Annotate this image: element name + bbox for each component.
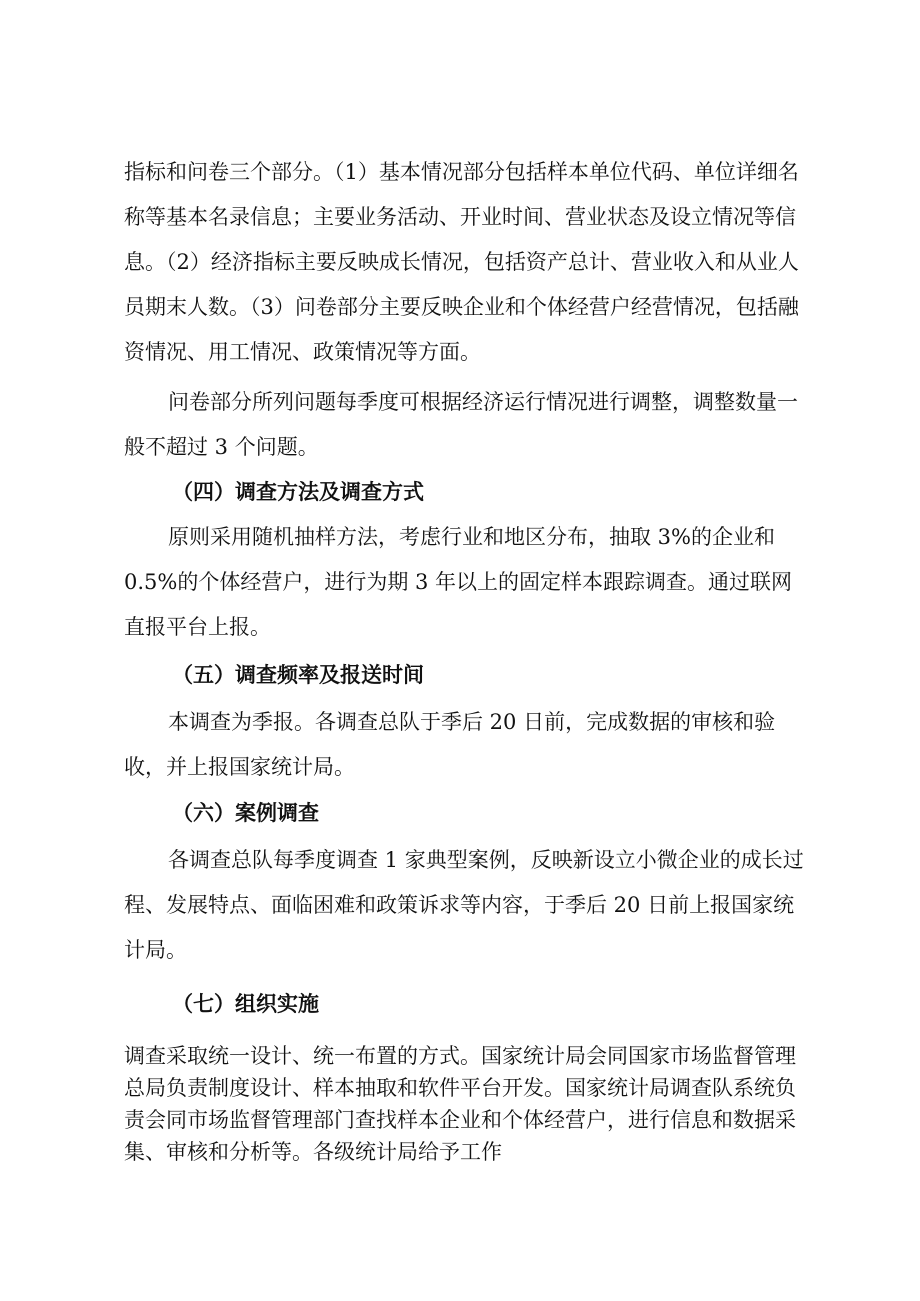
paragraph-text: 各调查总队每季度调查 1 家典型案例，反映新设立小微企业的成长过程、发展特点、面临困难和政策诉求等内容，于季后 20 日前上报国家统计局。: [124, 848, 804, 962]
paragraph-text: 问卷部分所列问题每季度可根据经济运行情况进行调整，调整数量一般不超过 3 个问题。: [124, 390, 798, 459]
paragraph-case-survey: [124, 838, 804, 973]
paragraph-text: 指标和问卷三个部分。（1）基本情况部分包括样本单位代码、单位详细名称等基本名录信息；主要业务活动、开业时间、营业状态及设立情况等信息。（2）经济指标主要反映成长情况，包括资产总计、营业收入和从业人员期末人数。（3）问卷部分主要反映企业和个体经营户经营情况，包括融资情况、用工情况、政策情况等方面。: [124, 160, 799, 364]
paragraph-text: 调查采取统一设计、统一布置的方式。国家统计局会同国家市场监督管理总局负责制度设计、样本抽取和软件平台开发。国家统计局调查队系统负责会同市场监督管理部门查找样本企业和个体经营户，进行信息和数据采集、审核和分析等。各级统计局给予工作: [124, 1044, 796, 1164]
paragraph-organization: [124, 1040, 804, 1168]
paragraph-text: 本调查为季报。各调查总队于季后 20 日前，完成数据的审核和验收，并上报国家统计局。: [124, 710, 776, 779]
heading-case-survey: （六）案例调查: [172, 800, 319, 825]
paragraph-reporting-schedule: [124, 700, 804, 790]
paragraph-survey-contents: [124, 150, 804, 375]
heading-survey-frequency: （五）调查频率及报送时间: [172, 662, 424, 687]
heading-organization: （七）组织实施: [172, 991, 319, 1016]
paragraph-questionnaire-adjustment: [124, 380, 804, 470]
paragraph-sampling-method: [124, 515, 804, 650]
paragraph-text: 原则采用随机抽样方法，考虑行业和地区分布，抽取 3%的企业和 0.5%的个体经营户，进行为期 3 年以上的固定样本跟踪调查。通过联网直报平台上报。: [124, 525, 793, 639]
heading-survey-method: （四）调查方法及调查方式: [172, 479, 424, 504]
